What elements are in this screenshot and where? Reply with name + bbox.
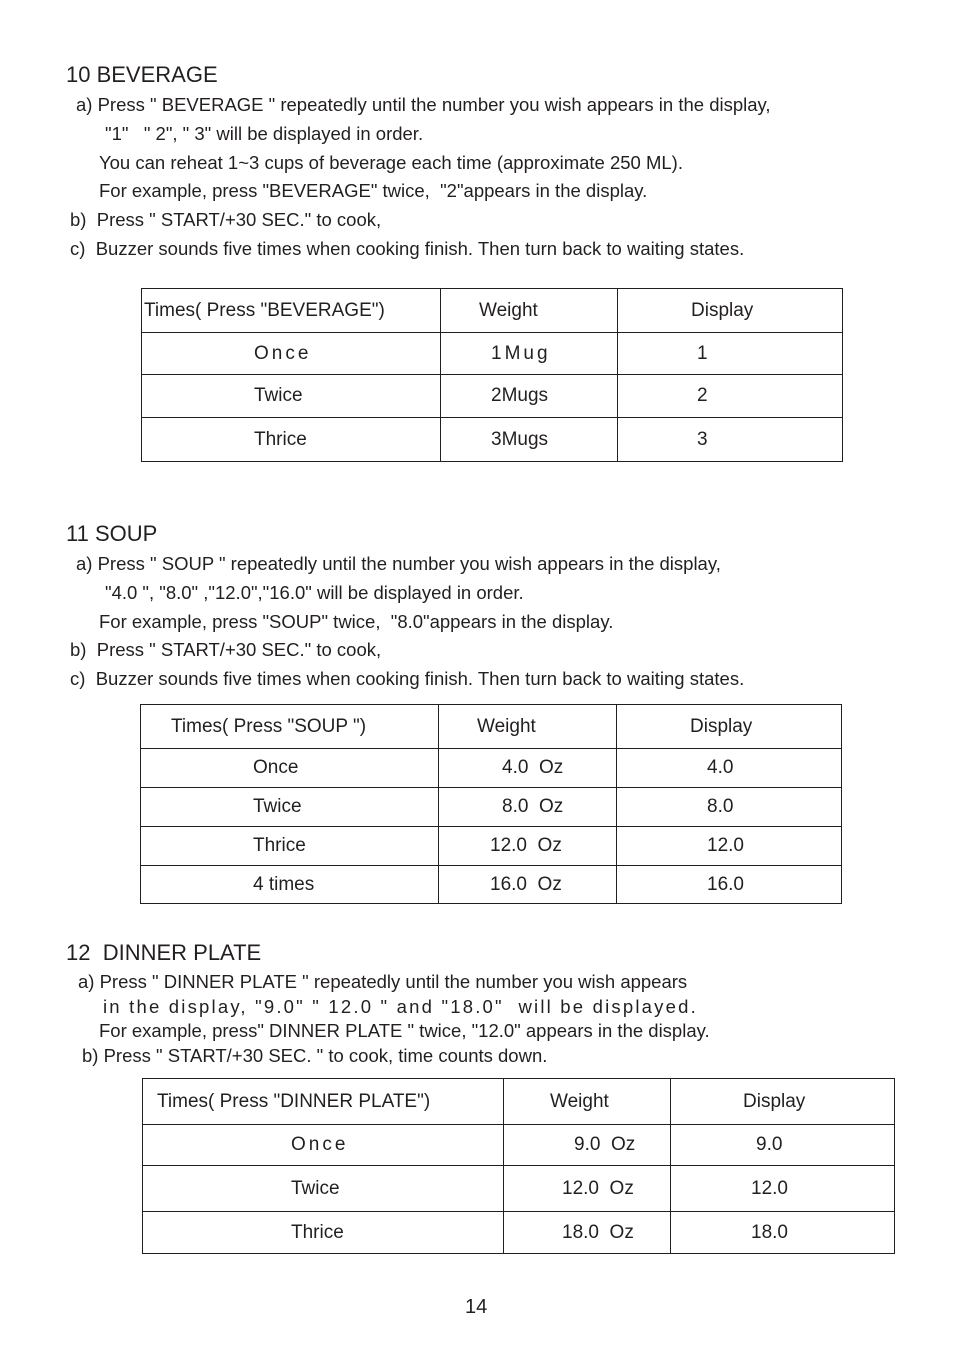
beverage-step-a: a) Press " BEVERAGE " repeatedly until the number you wish appears in the display, [76, 94, 771, 115]
cell-times: Twice [142, 375, 441, 418]
dinner-plate-step-a-example: For example, press" DINNER PLATE " twice, "12.0" appears in the display. [99, 1020, 710, 1041]
dinner-plate-table [142, 1078, 895, 1254]
cell-times: Once [143, 1125, 504, 1166]
beverage-step-a-example: For example, press "BEVERAGE" twice, "2"appears in the display. [99, 180, 648, 201]
table-row [143, 1212, 895, 1254]
cell-weight: 3Mugs [441, 418, 618, 462]
beverage-step-c: c) Buzzer sounds five times when cooking finish. Then turn back to waiting states. [70, 238, 745, 259]
cell-weight: 9.0 Oz [504, 1125, 671, 1166]
beverage-step-a-capacity: You can reheat 1~3 cups of beverage each time (approximate 250 ML). [99, 152, 683, 173]
table-row [141, 827, 842, 866]
page-number: 14 [465, 1296, 488, 1318]
cell-display: 3 [618, 418, 843, 462]
cell-display: 16.0 [617, 866, 842, 904]
dinner-plate-step-b: b) Press " START/+30 SEC. " to cook, time counts down. [82, 1045, 548, 1066]
soup-step-c: c) Buzzer sounds five times when cooking finish. Then turn back to waiting states. [70, 668, 745, 689]
header-display: Display [618, 289, 843, 333]
dinner-plate-heading: 12 DINNER PLATE [66, 940, 262, 965]
cell-times: Once [142, 333, 441, 375]
cell-weight: 16.0 Oz [439, 866, 617, 904]
header-weight: Weight [441, 289, 618, 333]
cell-display: 1 [618, 333, 843, 375]
beverage-heading: 10 BEVERAGE [66, 62, 218, 87]
soup-step-a-example: For example, press "SOUP" twice, "8.0"appears in the display. [99, 611, 614, 632]
header-weight: Weight [439, 705, 617, 749]
table-header-row [143, 1079, 895, 1125]
cell-display: 8.0 [617, 788, 842, 827]
cell-times: Thrice [141, 827, 439, 866]
cell-weight: 2Mugs [441, 375, 618, 418]
soup-heading: 11 SOUP [66, 521, 158, 546]
header-times: Times( Press "BEVERAGE") [142, 289, 441, 333]
cell-display: 9.0 [671, 1125, 895, 1166]
cell-times: Twice [141, 788, 439, 827]
soup-table [140, 704, 842, 904]
soup-step-a-order: "4.0 ", "8.0" ,"12.0","16.0" will be displayed in order. [105, 582, 524, 603]
table-row [142, 418, 843, 462]
table-row [142, 375, 843, 418]
soup-step-a: a) Press " SOUP " repeatedly until the number you wish appears in the display, [76, 553, 721, 574]
header-display: Display [617, 705, 842, 749]
table-row [142, 333, 843, 375]
cell-times: Once [141, 749, 439, 788]
cell-times: 4 times [141, 866, 439, 904]
cell-display: 2 [618, 375, 843, 418]
cell-weight: 8.0 Oz [439, 788, 617, 827]
cell-times: Thrice [142, 418, 441, 462]
table-row [141, 866, 842, 904]
header-display: Display [671, 1079, 895, 1125]
cell-times: Thrice [143, 1212, 504, 1254]
cell-weight: 12.0 Oz [439, 827, 617, 866]
dinner-plate-step-a: a) Press " DINNER PLATE " repeatedly until the number you wish appears [78, 971, 688, 992]
table-header-row [142, 289, 843, 333]
table-row [143, 1125, 895, 1166]
table-header-row [141, 705, 842, 749]
cell-weight: 18.0 Oz [504, 1212, 671, 1254]
cell-display: 18.0 [671, 1212, 895, 1254]
cell-times: Twice [143, 1166, 504, 1212]
table-row [143, 1166, 895, 1212]
cell-display: 12.0 [617, 827, 842, 866]
cell-display: 4.0 [617, 749, 842, 788]
soup-step-b: b) Press " START/+30 SEC." to cook, [70, 639, 382, 660]
beverage-step-a-order: "1" " 2", " 3" will be displayed in order. [105, 123, 424, 144]
header-weight: Weight [504, 1079, 671, 1125]
cell-weight: 12.0 Oz [504, 1166, 671, 1212]
cell-weight: 4.0 Oz [439, 749, 617, 788]
cell-weight: 1Mug [441, 333, 618, 375]
beverage-table [141, 288, 843, 462]
table-row [141, 788, 842, 827]
beverage-step-b: b) Press " START/+30 SEC." to cook, [70, 209, 382, 230]
header-times: Times( Press "SOUP ") [141, 705, 439, 749]
table-row [141, 749, 842, 788]
header-times: Times( Press "DINNER PLATE") [143, 1079, 504, 1125]
dinner-plate-step-a-order: in the display, "9.0" " 12.0 " and "18.0" will be displayed. [103, 996, 698, 1017]
cell-display: 12.0 [671, 1166, 895, 1212]
